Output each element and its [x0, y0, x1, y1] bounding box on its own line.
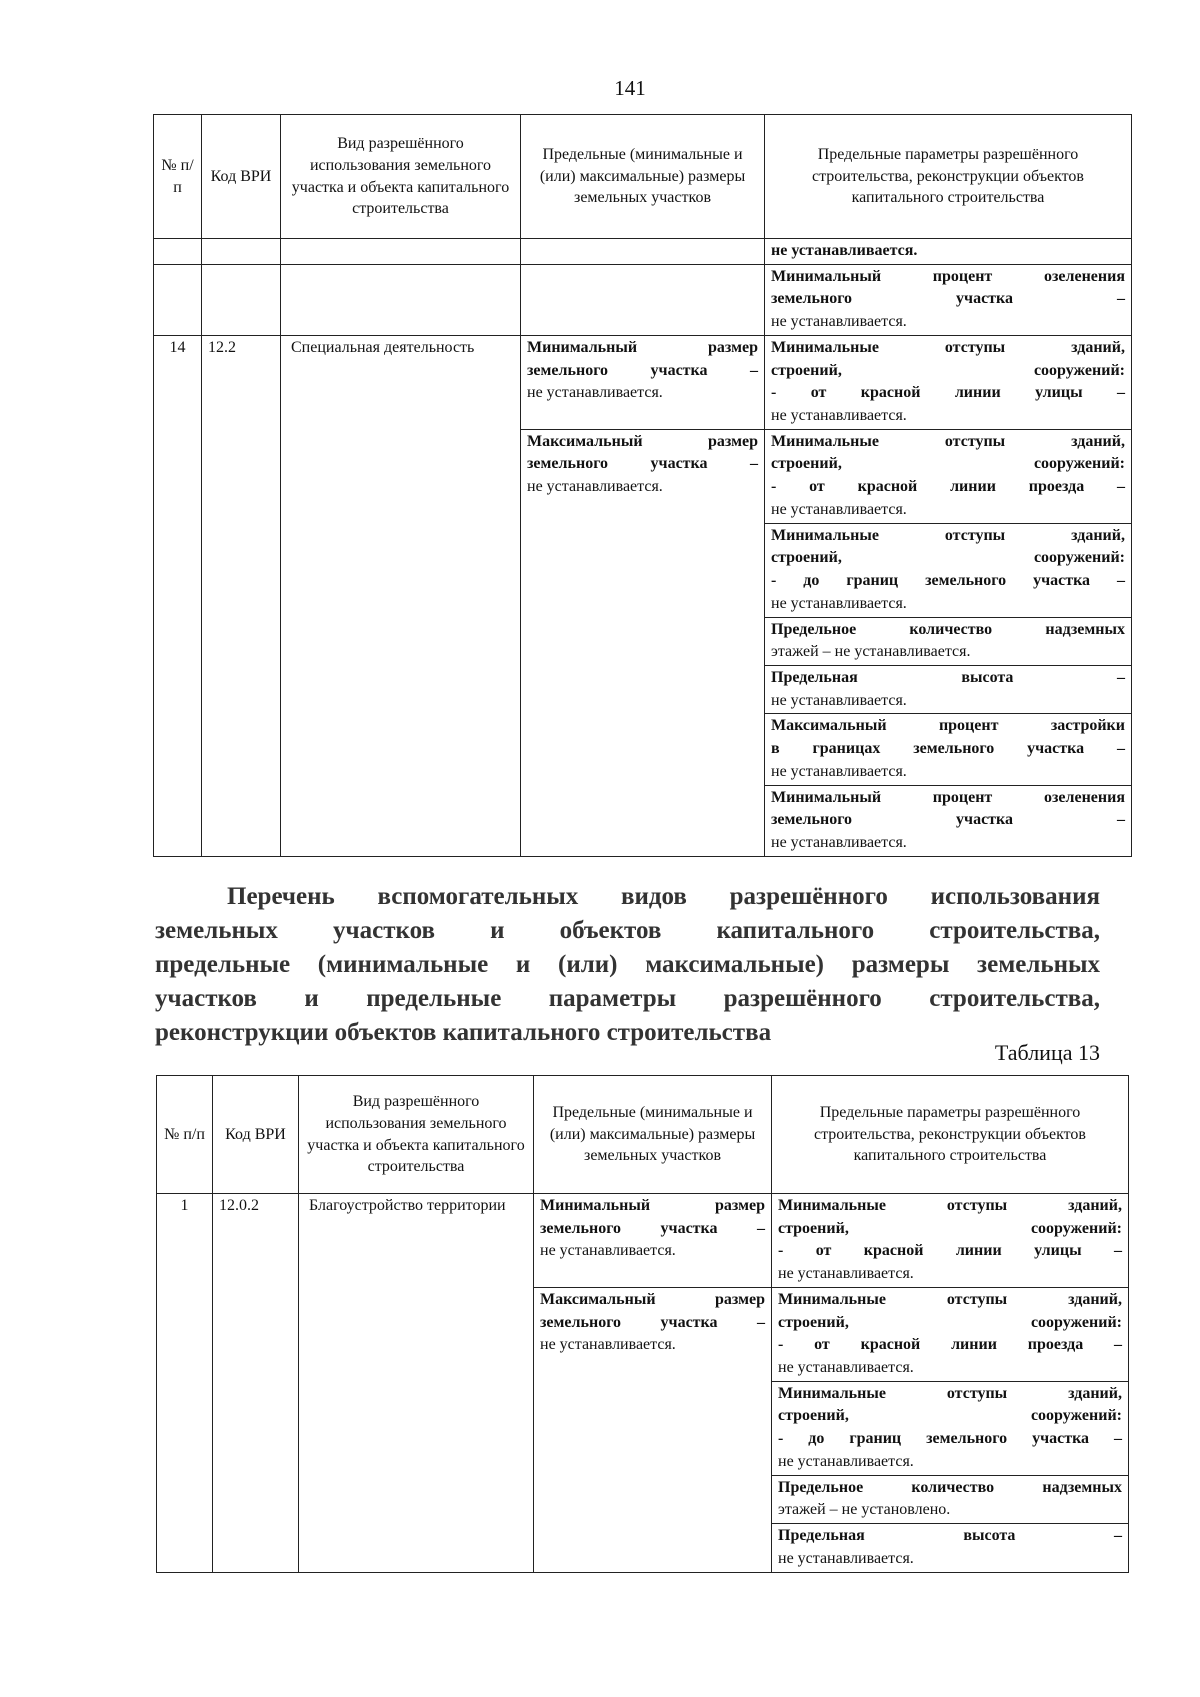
params-cell [772, 1381, 1129, 1475]
params-cell [765, 335, 1132, 429]
cell-line: не устанавливается. [771, 594, 907, 612]
cell-line: - до границ земельного участка – [771, 572, 1125, 590]
table-row [154, 264, 1132, 335]
heading-line: участков и предельные параметры разрешённого строительства, [155, 985, 1100, 1012]
cell-line: - от красной линии улицы – [778, 1242, 1122, 1260]
cell-line: не устанавливается. [778, 1359, 914, 1377]
cell-line: Предельное количество надземных [778, 1478, 1122, 1496]
sizes-cell [521, 335, 765, 429]
empty-cell [202, 264, 281, 335]
table-body [157, 1194, 1129, 1573]
cell-line: Минимальные отступы зданий, [778, 1384, 1122, 1402]
params-cell [765, 714, 1132, 785]
empty-cell [281, 239, 521, 265]
cell-line: не устанавливается. [771, 691, 907, 709]
params-cell [765, 523, 1132, 617]
cell-line: не устанавливается. [778, 1549, 914, 1567]
row-code: 12.0.2 [213, 1194, 299, 1573]
table-row [154, 239, 1132, 265]
header-num: № п/п [157, 1076, 213, 1194]
cell-line: строений, сооружений: [778, 1407, 1122, 1425]
heading-line: реконструкции объектов капитального строительства [155, 1019, 772, 1046]
cell-line: Минимальный процент озеленения [771, 788, 1125, 806]
header-kind: Вид разрешённого использования земельного участка и объекта капитального строительства [299, 1076, 534, 1194]
empty-cell [281, 264, 521, 335]
cell-line: не устанавливается. [527, 384, 663, 402]
row-num: 1 [157, 1194, 213, 1573]
sizes-cell [534, 1194, 772, 1288]
cell-line: строений, сооружений: [778, 1219, 1122, 1237]
params-cell [765, 665, 1132, 713]
cell-line: не устанавливается. [778, 1452, 914, 1470]
params-cell [765, 785, 1132, 856]
cell-line: земельного участка – [771, 290, 1125, 308]
table-label: Таблица 13 [994, 1040, 1100, 1065]
params-cell [765, 617, 1132, 665]
auxiliary-uses-table [156, 1075, 1129, 1573]
section-heading [155, 880, 1100, 1050]
cell-line: строений, сооружений: [778, 1313, 1122, 1331]
sizes-cell [534, 1287, 772, 1572]
empty-cell [202, 239, 281, 265]
cell-line: не устанавливается. [540, 1242, 676, 1260]
cell-line: Максимальный размер [540, 1290, 765, 1308]
cell-line: не устанавливается. [771, 407, 907, 425]
header-code: Код ВРИ [202, 115, 281, 239]
params-cell [765, 429, 1132, 523]
cell-line: строений, сооружений: [771, 361, 1125, 379]
cell-line: не устанавливается. [771, 833, 907, 851]
row-kind: Благоустройство территории [299, 1194, 534, 1573]
header-params: Предельные параметры разрешённого строительства, реконструкции объектов капитального строительства [765, 115, 1132, 239]
empty-cell [154, 264, 202, 335]
empty-cell [521, 264, 765, 335]
header-num: № п/п [154, 115, 202, 239]
cell-line: Предельная высота – [778, 1527, 1122, 1545]
cell-line: - от красной линии улицы – [771, 384, 1125, 402]
cell-line: не устанавливается. [778, 1265, 914, 1283]
row-num: 14 [154, 335, 202, 856]
cell-line: Минимальные отступы зданий, [771, 432, 1125, 450]
table-row [157, 1194, 1129, 1288]
params-cell [772, 1194, 1129, 1288]
cell-line: Максимальный процент застройки [771, 717, 1125, 735]
cell-line: не устанавливается. [771, 500, 907, 518]
cell-line: Предельное количество надземных [771, 620, 1125, 638]
row-kind: Специальная деятельность [281, 335, 521, 856]
cell-line: не устанавливается. [771, 313, 907, 331]
cell-line: Минимальные отступы зданий, [771, 526, 1125, 544]
cell-line: Минимальные отступы зданий, [771, 338, 1125, 356]
cell-line: Минимальный размер [540, 1197, 765, 1214]
cell-line: не устанавливается. [771, 762, 907, 780]
cell-line: земельного участка – [540, 1219, 765, 1237]
row-code: 12.2 [202, 335, 281, 856]
cell-line: Минимальные отступы зданий, [778, 1197, 1122, 1214]
empty-cell [154, 239, 202, 265]
cell-line: этажей – не устанавливается. [771, 643, 971, 661]
cell-line: - от красной линии проезда – [778, 1336, 1122, 1354]
table-row [154, 335, 1132, 429]
params-cell [765, 264, 1132, 335]
cell-line: Минимальный размер [527, 338, 758, 356]
heading-line: земельных участков и объектов капитального строительства, [155, 917, 1100, 944]
header-params: Предельные параметры разрешённого строительства, реконструкции объектов капитального строительства [772, 1076, 1129, 1194]
cell-line: в границах земельного участка – [771, 740, 1125, 758]
cell-line: земельного участка – [527, 361, 758, 379]
empty-cell [521, 239, 765, 265]
cell-line: Минимальный процент озеленения [771, 267, 1125, 285]
params-cell [772, 1524, 1129, 1572]
cell-line: не устанавливается. [527, 478, 663, 496]
cell-line: строений, сооружений: [771, 549, 1125, 567]
heading-line: предельные (минимальные и (или) максимальные) размеры земельных [155, 951, 1100, 978]
header-sizes: Предельные (минимальные и (или) максимальные) размеры земельных участков [534, 1076, 772, 1194]
header-code: Код ВРИ [213, 1076, 299, 1194]
cell-line: не устанавливается. [540, 1336, 676, 1354]
cell-line: земельного участка – [771, 811, 1125, 829]
cell-line: строений, сооружений: [771, 455, 1125, 473]
cell-line: - от красной линии проезда – [771, 478, 1125, 496]
cell-line: Минимальные отступы зданий, [778, 1290, 1122, 1308]
cell-line: этажей – не установлено. [778, 1501, 951, 1519]
sizes-cell [521, 429, 765, 856]
header-kind: Вид разрешённого использования земельного участка и объекта капитального строительства [281, 115, 521, 239]
page-number: 141 [614, 76, 646, 100]
cell-line: Максимальный размер [527, 432, 758, 450]
cell-line: - до границ земельного участка – [778, 1430, 1122, 1448]
params-cell [765, 239, 1132, 265]
zoning-table-continued [153, 114, 1132, 857]
cell-line: не устанавливается. [771, 242, 918, 259]
header-sizes: Предельные (минимальные и (или) максимальные) размеры земельных участков [521, 115, 765, 239]
cell-line: земельного участка – [540, 1313, 765, 1331]
cell-line: земельного участка – [527, 455, 758, 473]
params-cell [772, 1475, 1129, 1523]
heading-line: Перечень вспомогательных видов разрешённого использования [227, 883, 1100, 910]
params-cell [772, 1287, 1129, 1381]
table-body [154, 239, 1132, 857]
cell-line: Предельная высота – [771, 668, 1125, 686]
